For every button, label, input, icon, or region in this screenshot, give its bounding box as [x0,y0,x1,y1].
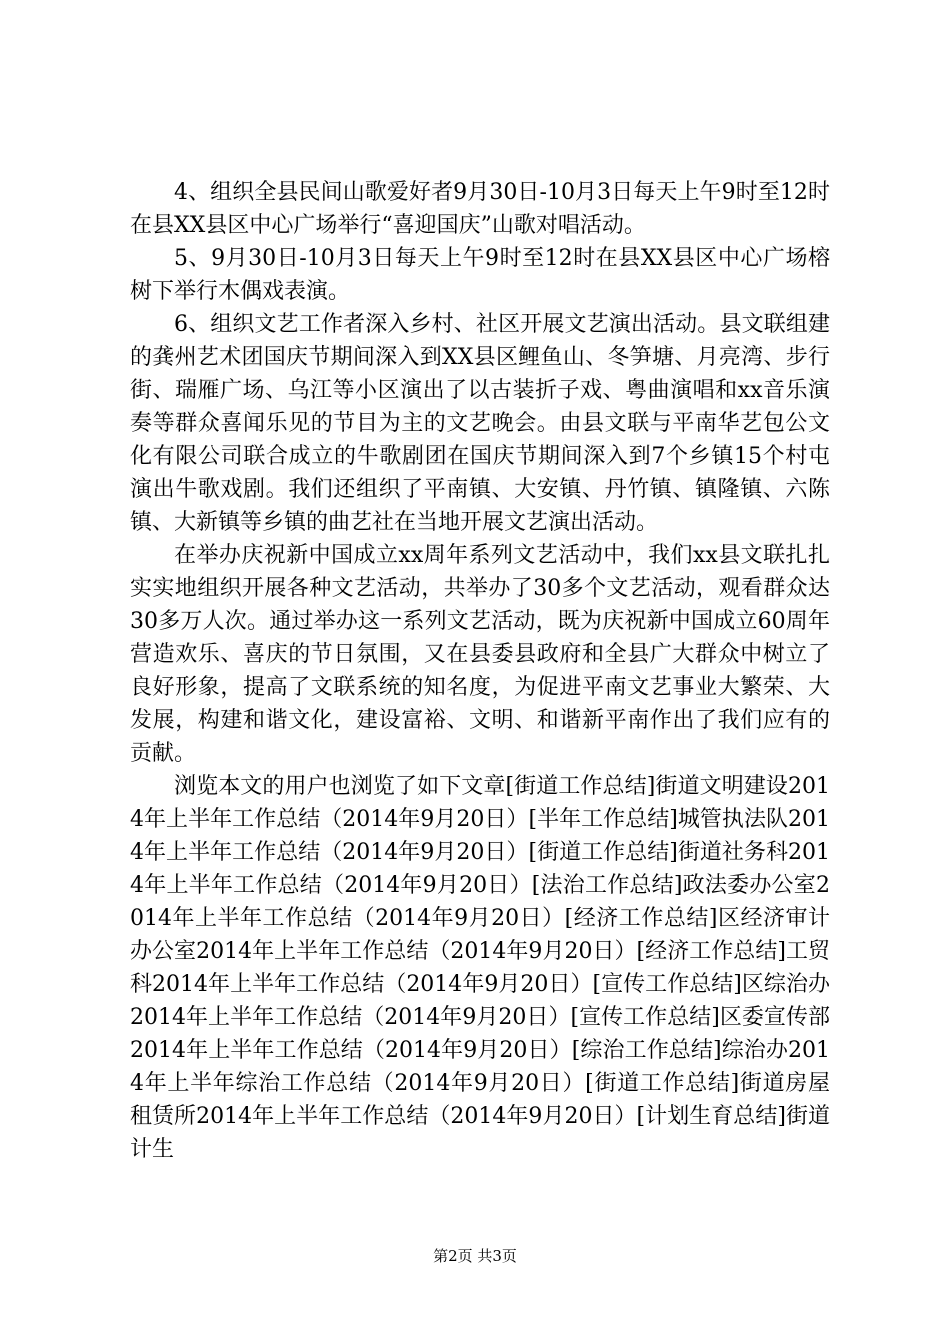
document-body [130,176,830,1166]
paragraph-item-4: 4、组织全县民间山歌爱好者9月30日-10月3日每天上午9时至12时在县XX县区中心广场举行“喜迎国庆”山歌对唱活动。 [130,180,830,238]
paragraph-item-5: 5、9月30日-10月3日每天上午9时至12时在县XX县区中心广场榕树下举行木偶戏表演。 [130,246,830,304]
paragraph-item-6: 6、组织文艺工作者深入乡村、社区开展文艺演出活动。县文联组建的龚州艺术团国庆节期间深入到XX县区鲤鱼山、冬笋塘、月亮湾、步行街、瑞雁广场、乌江等小区演出了以古装折子戏、粤曲演唱和xx音乐演奏等群众喜闻乐见的节目为主的文艺晚会。由县文联与平南华艺包公文化有限公司联合成立的牛歌剧团在国庆节期间深入到7个乡镇15个村屯演出牛歌戏剧。我们还组织了平南镇、大安镇、丹竹镇、镇隆镇、六陈镇、大新镇等乡镇的曲艺社在当地开展文艺演出活动。 [130,312,830,535]
paragraph-related-articles: 浏览本文的用户也浏览了如下文章[街道工作总结]街道文明建设2014年上半年工作总结（2014年9月20日）[半年工作总结]城管执法队2014年上半年工作总结（2014年9月20日）[街道工作总结]街道社务科2014年上半年工作总结（2014年9月20日）[法治工作总结]政法委办公室2014年上半年工作总结（2014年9月20日）[经济工作总结]区经济审计办公室2014年上半年工作总结（2014年9月20日）[经济工作总结]工贸科2014年上半年工作总结（2014年9月20日）[宣传工作总结]区综治办2014年上半年工作总结（2014年9月20日）[宣传工作总结]区委宣传部2014年上半年工作总结（2014年9月20日）[综治工作总结]综治办2014年上半年综治工作总结（2014年9月20日）[街道工作总结]街道房屋租赁所2014年上半年工作总结（2014年9月20日）[计划生育总结]街道计生 [130,774,830,1162]
paragraph-summary: 在举办庆祝新中国成立xx周年系列文艺活动中，我们xx县文联扎扎实实地组织开展各种文艺活动，共举办了30多个文艺活动，观看群众达30多万人次。通过举办这一系列文艺活动，既为庆祝新中国成立60周年营造欢乐、喜庆的节日氛围，又在县委县政府和全县广大群众中树立了良好形象，提高了文联系统的知名度，为促进平南文艺事业大繁荣、大发展，构建和谐文化，建设富裕、文明、和谐新平南作出了我们应有的贡献。 [130,543,830,766]
page-number-footer: 第2页 共3页 [433,1247,517,1265]
